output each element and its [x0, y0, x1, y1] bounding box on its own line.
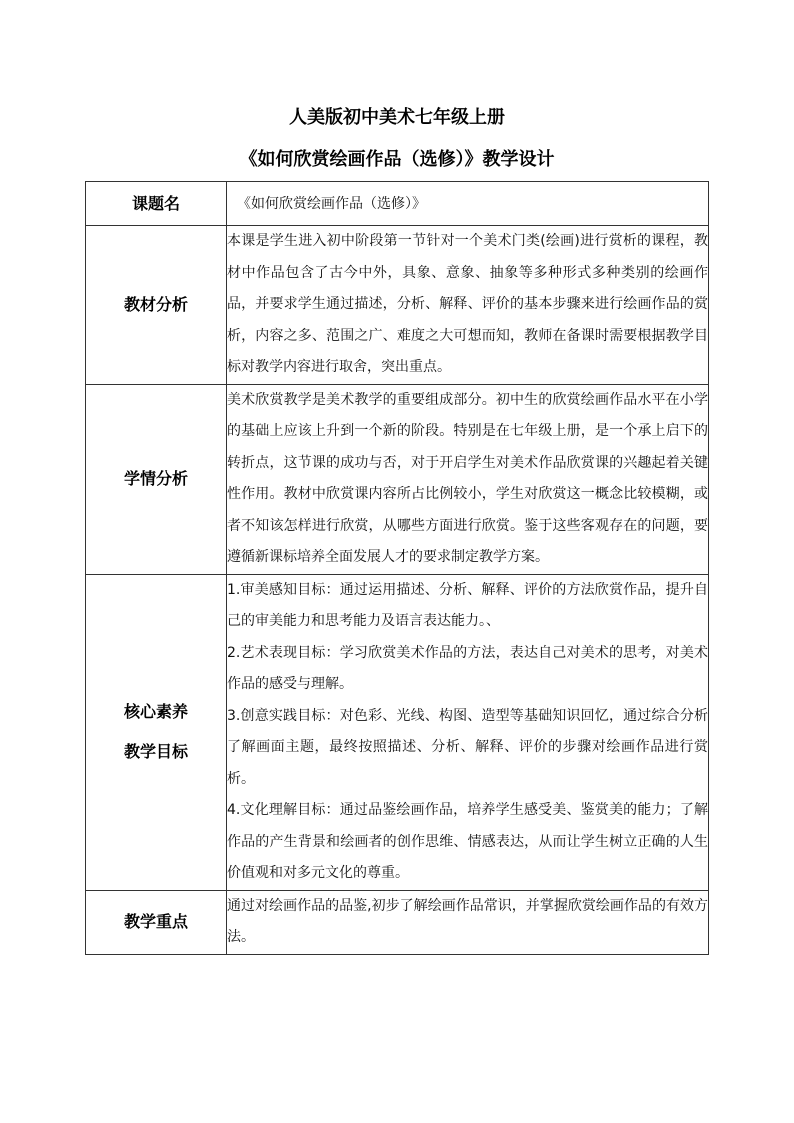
row-label-text: 学情分析 [123, 469, 188, 488]
table-row [86, 890, 709, 954]
row-label-text: 教学重点 [123, 912, 188, 931]
table-row [86, 574, 709, 890]
document-title: 人美版初中美术七年级上册 [289, 107, 505, 128]
row-label-text: 教学目标 [123, 742, 188, 761]
row-paragraph: 《如何欣赏绘画作品（选修）》 [237, 195, 426, 212]
table-row [86, 226, 709, 385]
row-paragraph: 1.审美感知目标：通过运用描述、分析、解释、评价的方法欣赏作品，提升自己的审美能力和思考能力及语言表达能力。、 [227, 581, 708, 629]
row-content-textbook-analysis [227, 226, 709, 385]
row-paragraph: 本课是学生进入初中阶段第一节针对一个美术门类(绘画)进行赏析的课程，教材中作品包含了古今中外，具象、意象、抽象等多种形式多种类别的绘画作品，并要求学生通过描述，分析、解释、评价的基本步骤来进行绘画作品的赏析，内容之多、范围之广、难度之大可想而知，教师在备课时需要根据教学目标对教学内容进行取舍，突出重点。 [227, 233, 708, 375]
row-paragraph: 4.文化理解目标：通过品鉴绘画作品，培养学生感受美、鉴赏美的能力；了解作品的产生背景和绘画者的创作思维、情感表达，从而让学生树立正确的人生价值观和对多元文化的尊重。 [227, 802, 708, 881]
table-row [86, 182, 709, 226]
row-paragraph: 2.艺术表现目标：学习欣赏美术作品的方法，表达自己对美术的思考，对美术作品的感受与理解。 [227, 644, 708, 692]
row-content-core-goals [227, 574, 709, 890]
row-content-lesson-name [227, 182, 709, 226]
row-label-text: 教材分析 [123, 294, 188, 314]
row-label-text: 核心素养 [123, 702, 188, 721]
row-label-lesson-name [86, 182, 227, 226]
row-label-student-analysis [86, 384, 227, 574]
row-paragraph: 美术欣赏教学是美术教学的重要组成部分。初中生的欣赏绘画作品水平在小学的基础上应该上升到一个新的阶段。特别是在七年级上册，是一个承上启下的转折点，这节课的成功与否，对于开启学生对美术作品欣赏课的兴趣起着关键性作用。教材中欣赏课内容所占比例较小，学生对欣赏这一概念比较模糊，或者不知该怎样进行欣赏，从哪些方面进行欣赏。鉴于这些客观存在的问题，要遵循新课标培养全面发展人才的要求制定教学方案。 [227, 391, 708, 565]
document-subtitle: 《如何欣赏绘画作品（选修）》教学设计 [239, 149, 555, 170]
row-paragraph: 通过对绘画作品的品鉴,初步了解绘画作品常识，并掌握欣赏绘画作品的有效方法。 [227, 897, 708, 945]
row-label-text: 课题名 [131, 193, 180, 213]
row-content-student-analysis [227, 384, 709, 574]
row-paragraph: 3.创意实践目标：对色彩、光线、构图、造型等基础知识回忆，通过综合分析了解画面主题，最终按照描述、分析、解释、评价的步骤对绘画作品进行赏析。 [227, 707, 708, 787]
row-content-key-points [227, 890, 709, 954]
table-row [86, 384, 709, 574]
lesson-plan-table [85, 181, 709, 955]
row-label-key-points [86, 890, 227, 954]
row-label-core-goals [86, 574, 227, 890]
row-label-textbook-analysis [86, 226, 227, 385]
